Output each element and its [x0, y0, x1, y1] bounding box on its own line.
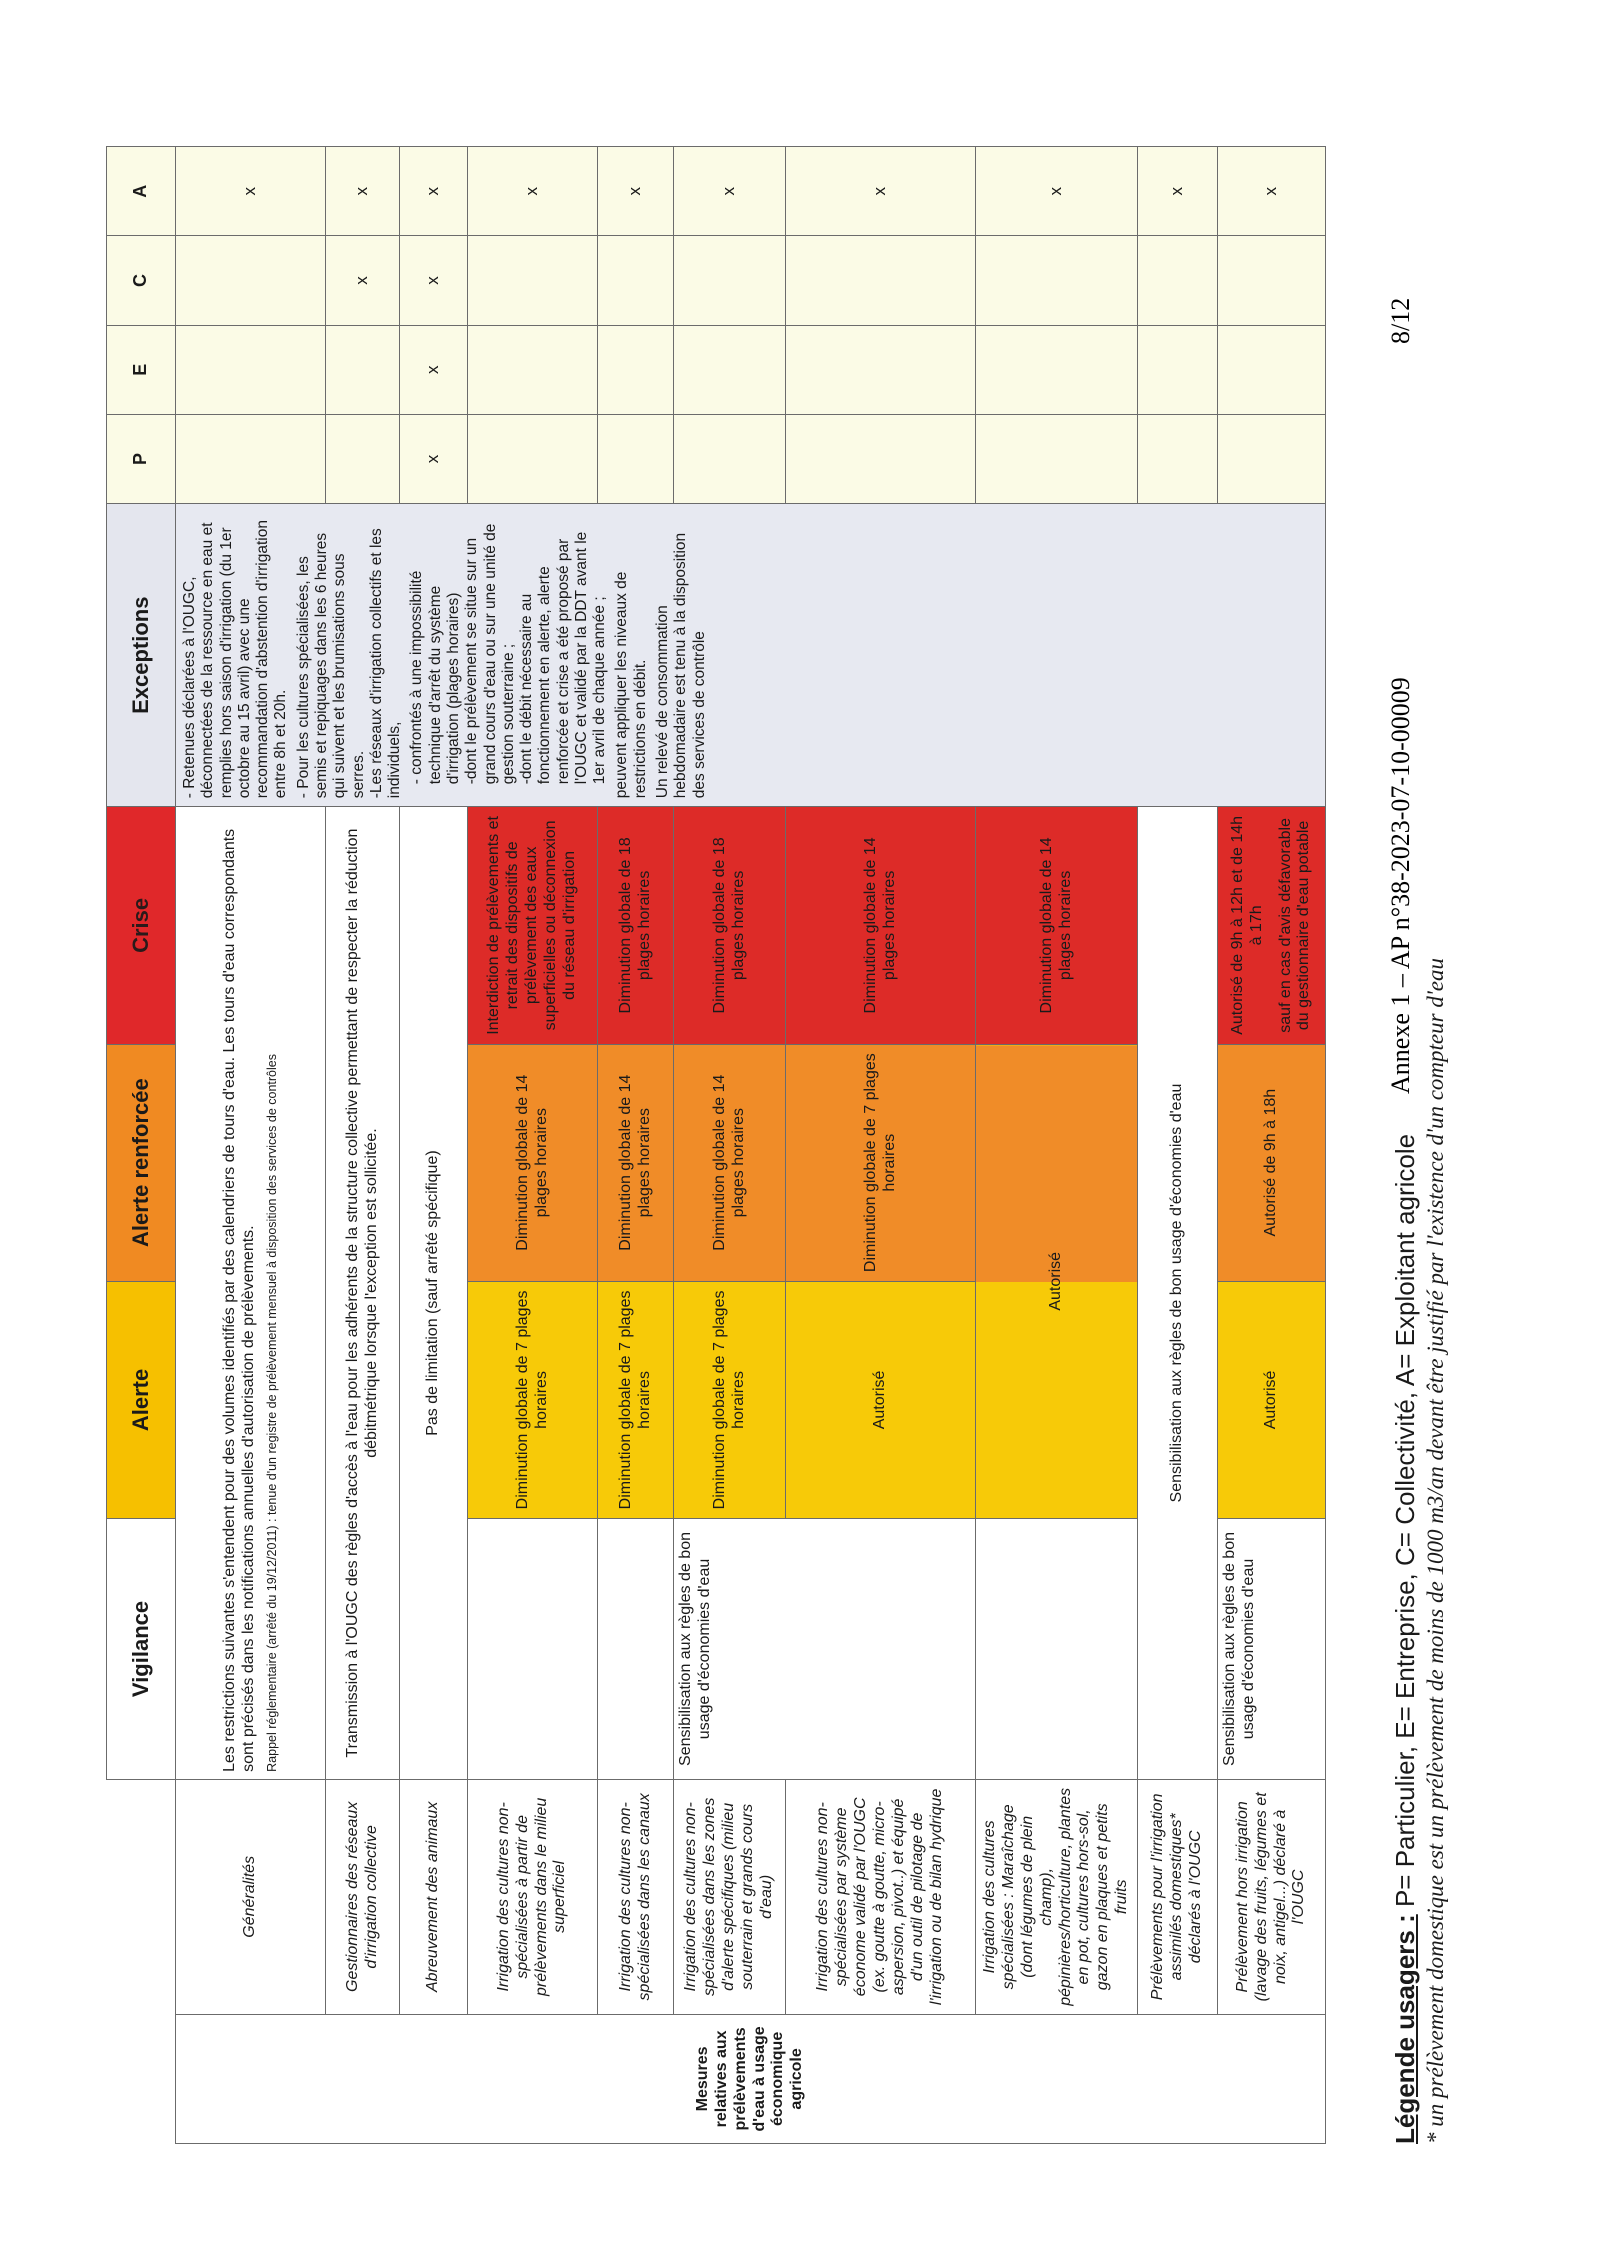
mark-p [176, 414, 326, 503]
mark-e [468, 325, 598, 414]
row-econome [786, 147, 976, 2144]
alerte-cell: Autorisé [1218, 1281, 1326, 1518]
mark-c [976, 236, 1138, 325]
mark-c [674, 236, 786, 325]
header-row [107, 147, 176, 2144]
mark-p [976, 414, 1138, 503]
vigilance-cell [468, 1519, 598, 1780]
legend [1390, 94, 1421, 2144]
mark-p [598, 414, 674, 503]
alerte-cell: Diminution globale de 7 plages horaires [468, 1281, 598, 1518]
mark-p [1138, 414, 1218, 503]
mark-e [976, 325, 1138, 414]
reseaux-text: Transmission à l'OUGC des règles d'accès à l'eau pour les adhérents de la structure collective permettant de respecter la réduction débitmétrique lorsque l'exception est sollicitée. [326, 807, 400, 1780]
generalites-rappel: Rappel réglementaire (arrêté du 19/12/2011) : tenue d'un registre de prélèvement mensuel à disposition des services de contrôles [265, 1054, 279, 1772]
footnote: * un prélèvement domestique est un prélèvement de moins de 1000 m3/an devant être justifié par l'existence d'un compteur d'eau [1423, 958, 1448, 2144]
alerte-cell: Autorisé [976, 1044, 1138, 1519]
mark-p [674, 414, 786, 503]
mark-a: x [400, 147, 468, 236]
exception-text: peuvent appliquer les niveaux de restrictions en débit. [613, 571, 649, 799]
usage-label: Irrigation des cultures non-spécialisées dans les canaux [598, 1779, 674, 2014]
usage-label: Irrigation des cultures non-spécialisées par système économe validé par l'OUGC (ex. goutte à goutte, micro-aspersion, pivot..) et équipé d'un outil de pilotage de l'irrigation ou de bilan hydrique [786, 1779, 976, 2014]
restrictions-table [106, 146, 1326, 2144]
header-e: E [107, 325, 176, 414]
alerte-cell: Diminution globale de 7 plages horaires [598, 1281, 674, 1518]
renforcee-cell: Diminution globale de 7 plages horaires [786, 1044, 976, 1281]
crise-text: sauf en cas d'avis défavorable du gestionnaire d'eau potable [1276, 818, 1313, 1033]
mark-p [468, 414, 598, 503]
row-hors-irrigation [1218, 147, 1326, 2144]
mark-e [326, 325, 400, 414]
exception-text: Un relevé de consommation hebdomadaire est tenu à la disposition des services de contrôle [654, 532, 708, 799]
exceptions-cell [176, 504, 1326, 807]
usage-label: Irrigation des cultures spécialisées : Maraîchage (dont légumes de plein champ), pépinières/horticulture, plantes en pot, cultures hors-sol, gazon en plaques et petits fruits [976, 1779, 1138, 2014]
annexe-reference: Annexe 1 – AP n°38-2023-07-10-00009 [1386, 677, 1415, 1094]
mark-c: x [400, 236, 468, 325]
header-c: C [107, 236, 176, 325]
mark-e: x [400, 325, 468, 414]
mark-e [1218, 325, 1326, 414]
mark-c [598, 236, 674, 325]
mark-p [1218, 414, 1326, 503]
renforcee-cell: Autorisé de 9h à 18h [1218, 1044, 1326, 1281]
mark-c: x [326, 236, 400, 325]
mark-p [786, 414, 976, 503]
mark-a: x [176, 147, 326, 236]
alerte-cell: Diminution globale de 7 plages horaires [674, 1281, 786, 1518]
mark-e [598, 325, 674, 414]
crise-cell: Diminution globale de 14 plages horaires [976, 807, 1138, 1044]
exception-text: - Pour les cultures spécialisées, les semis et repiquages dans les 6 heures qui suivent et les brumisations sous serres. [294, 532, 367, 799]
mark-e [786, 325, 976, 414]
header-crise: Crise [107, 807, 176, 1044]
generalites-text [176, 807, 326, 1780]
alerte-cell: Autorisé [786, 1281, 976, 1518]
vigilance-cell [598, 1519, 674, 1780]
domestiques-text: Sensibilisation aux règles de bon usage d'économies d'eau [1138, 807, 1218, 1780]
mark-c [1138, 236, 1218, 325]
header-p: P [107, 414, 176, 503]
crise-cell: Diminution globale de 14 plages horaires [786, 807, 976, 1044]
exception-text: - Retenues déclarées à l'OUGC, déconnectées de la ressource en eau et remplies hors saison d'irrigation (du 1er octobre au 15 avril) avec une recommandation d'abstention d'irrigation entre 8h et 20h. [181, 520, 290, 799]
usage-label: Gestionnaires des réseaux d'irrigation collective [326, 1779, 400, 2014]
mark-c [786, 236, 976, 325]
crise-cell: Diminution globale de 18 plages horaires [598, 807, 674, 1044]
row-generalites [176, 147, 326, 2144]
crise-text: Autorisé de 9h à 12h et de 14h à 17h [1228, 815, 1265, 1035]
mark-c [1218, 236, 1326, 325]
mark-e [674, 325, 786, 414]
header-alerte-renforcee: Alerte renforcée [107, 1044, 176, 1281]
usage-label: Irrigation des cultures non-spécialisées à partir de prélèvements dans le milieu superficiel [468, 1779, 598, 2014]
row-reseaux [326, 147, 400, 2144]
header-empty [107, 1779, 176, 2014]
row-canaux [598, 147, 674, 2144]
exception-text: - confrontés à une impossibilité technique d'arrêt du système d'irrigation (plages horaires) [408, 570, 462, 785]
usage-label: Irrigation des cultures non-spécialisées dans les zones d'alerte spécifiques (milieu souterrain et grands cours d'eau) [674, 1779, 786, 2014]
crise-cell [1218, 807, 1326, 1044]
header-empty [107, 2014, 176, 2143]
exception-text: -dont le prélèvement se situe sur un grand cours d'eau ou sur une unité de gestion souterraine ; [463, 523, 517, 785]
mark-a: x [326, 147, 400, 236]
row-domestiques [1138, 147, 1218, 2144]
legend-title: Légende usagers : [1390, 1914, 1420, 2144]
crise-cell: Diminution globale de 18 plages horaires [674, 807, 786, 1044]
page-footer [1386, 94, 1449, 2144]
generalites-main: Les restrictions suivantes s'entendent pour des volumes identifiés par des calendriers de tours d'eau. Les tours d'eau correspondants sont précisés dans les notifications annuelles d'autorisation de prélèvements. [221, 828, 258, 1772]
mark-e [1138, 325, 1218, 414]
row-zones [674, 147, 786, 2144]
mark-c [176, 236, 326, 325]
mark-p [326, 414, 400, 503]
mark-a: x [976, 147, 1138, 236]
mark-p: x [400, 414, 468, 503]
usage-label: Prélèvements pour l'irrigation assimilés domestiques* déclarés à l'OUGC [1138, 1779, 1218, 2014]
mark-a: x [598, 147, 674, 236]
mark-a: x [786, 147, 976, 236]
crise-cell: Interdiction de prélèvements et retrait des dispositifs de prélèvement des eaux superficielles ou déconnexion du réseau d'irrigation [468, 807, 598, 1044]
mark-c [468, 236, 598, 325]
renforcee-cell: Diminution globale de 14 plages horaires [598, 1044, 674, 1281]
vigilance-cell [976, 1519, 1138, 1780]
exception-text: -Les réseaux d'irrigation collectifs et les individuels, [367, 528, 404, 799]
exception-text: -dont le débit nécessaire au fonctionnement en alerte, alerte renforcée et crise a été proposé par l'OUGC et validé par la DDT avant le 1er avril de chaque année ; [518, 531, 609, 785]
header-a: A [107, 147, 176, 236]
renforcee-cell: Diminution globale de 14 plages horaires [674, 1044, 786, 1281]
vigilance-cell: Sensibilisation aux règles de bon usage d'économies d'eau [674, 1519, 976, 1780]
row-animaux [400, 147, 468, 2144]
usage-label: Abreuvement des animaux [400, 1779, 468, 2014]
header-alerte: Alerte [107, 1281, 176, 1518]
row-specialisees [976, 147, 1138, 2144]
category-label: Mesures relatives aux prélèvements d'eau à usage économique agricole [176, 2014, 1326, 2143]
animaux-text: Pas de limitation (sauf arrêté spécifique) [400, 807, 468, 1780]
header-exceptions: Exceptions [107, 504, 176, 807]
row-superficiel [468, 147, 598, 2144]
mark-a: x [674, 147, 786, 236]
renforcee-cell: Diminution globale de 14 plages horaires [468, 1044, 598, 1281]
legend-text: P= Particulier, E= Entreprise, C= Collectivité, A= Exploitant agricole [1390, 1133, 1420, 1915]
page-number: 8/12 [1386, 297, 1415, 344]
usage-label: Généralités [176, 1779, 326, 2014]
mark-a: x [1218, 147, 1326, 236]
mark-a: x [468, 147, 598, 236]
usage-label: Prélèvement hors irrigation (lavage des fruits, légumes et noix, antigel...) déclaré à l'OUGC [1218, 1779, 1326, 2014]
vigilance-cell: Sensibilisation aux règles de bon usage d'économies d'eau [1218, 1519, 1326, 1780]
mark-e [176, 325, 326, 414]
mark-a: x [1138, 147, 1218, 236]
header-vigilance: Vigilance [107, 1519, 176, 1780]
